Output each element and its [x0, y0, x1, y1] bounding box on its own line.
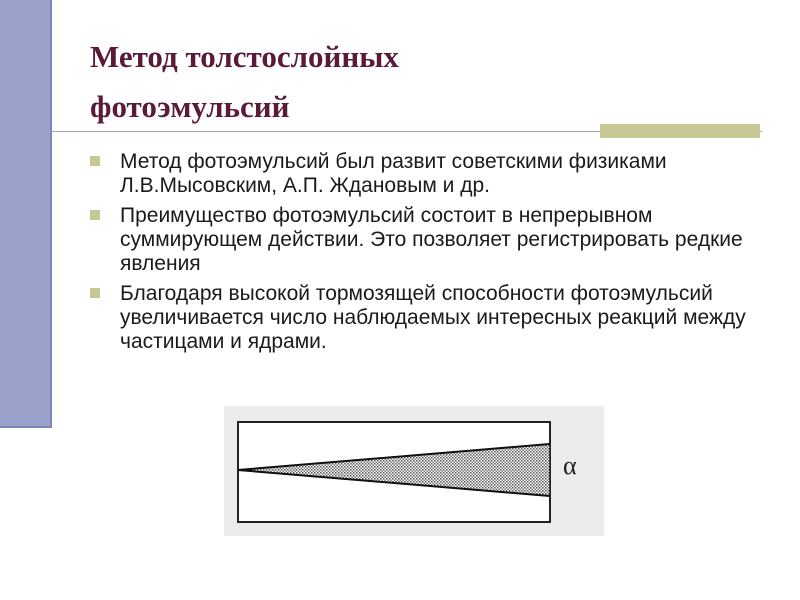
- emulsion-track-figure: [224, 406, 604, 536]
- title-line-2: фотоэмульсий: [90, 89, 290, 124]
- square-bullet-icon: [90, 156, 100, 166]
- bullet-text: Преимущество фотоэмульсий состоит в непрерывном суммирующем действии. Это позволяет регистрировать редкие явления: [120, 204, 743, 275]
- bullet-text: Метод фотоэмульсий был развит советскими физиками Л.В.Мысовским, А.П. Ждановым и др.: [120, 150, 667, 197]
- left-decorative-bar: [0, 0, 52, 428]
- slide-title: [90, 32, 690, 132]
- bullet-list: [90, 150, 770, 360]
- bullet-item: [90, 150, 770, 198]
- bullet-text: Благодаря высокой тормозящей способности фотоэмульсий увеличивается число наблюдаемых интересных реакций между частицами и ядрами.: [120, 282, 746, 353]
- track-diagram: [224, 406, 604, 536]
- bullet-item: [90, 204, 770, 276]
- angle-alpha-label: α: [563, 451, 577, 480]
- bullet-item: [90, 282, 770, 354]
- square-bullet-icon: [90, 210, 100, 220]
- title-accent-bar: [600, 124, 760, 138]
- square-bullet-icon: [90, 288, 100, 298]
- title-line-1: Метод толстослойных: [90, 39, 399, 74]
